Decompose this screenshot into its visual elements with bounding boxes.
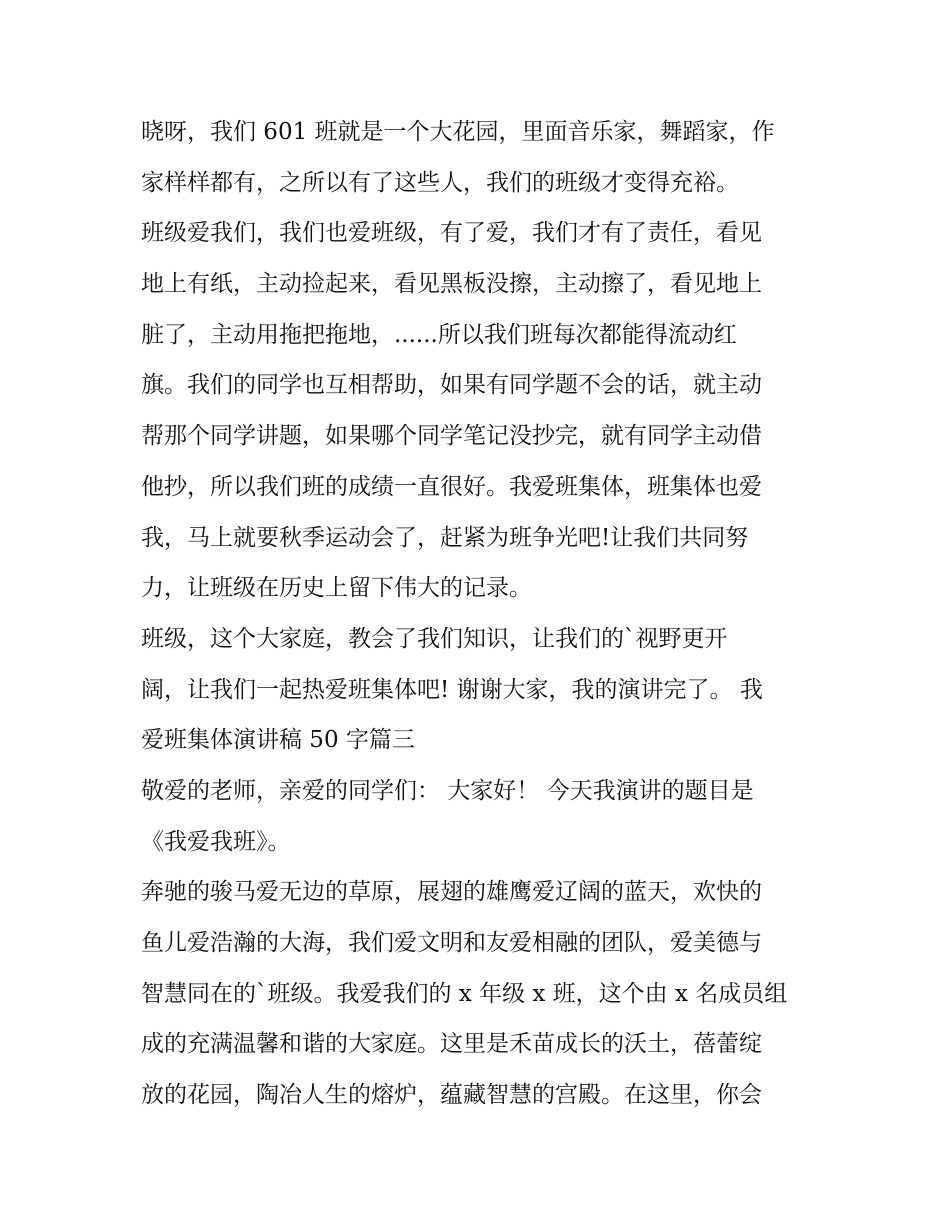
section-heading-line: 爱班集体演讲稿 50 字篇三 xyxy=(141,727,415,754)
text-line: 我，马上就要秋季运动会了，赶紧为班争光吧!让我们共同努 xyxy=(141,524,749,551)
speech-text xyxy=(141,107,821,1121)
text-line: 班级爱我们，我们也爱班级，有了爱，我们才有了责任，看见 xyxy=(141,220,762,247)
text-line: 成的充满温馨和谐的大家庭。这里是禾苗成长的沃土，蓓蕾绽 xyxy=(141,1031,762,1058)
text-line: 阔，让我们一起热爱班集体吧! 谢谢大家，我的演讲完了。 我 xyxy=(141,676,763,703)
text-line: 鱼儿爱浩瀚的大海，我们爱文明和友爱相融的团队，爱美德与 xyxy=(141,930,762,956)
text-line: 力，让班级在历史上留下伟大的记录。 xyxy=(141,575,532,602)
text-line: 他抄，所以我们班的成绩一直很好。我爱班集体，班集体也爱 xyxy=(141,473,762,500)
text-line: 班级，这个大家庭，教会了我们知识，让我们的`视野更开 xyxy=(141,625,728,652)
text-line: 家样样都有，之所以有了这些人，我们的班级才变得充裕。 xyxy=(141,169,739,196)
text-line: 智慧同在的`班级。我爱我们的 x 年级 x 班，这个由 x 名成员组 xyxy=(141,980,788,1007)
text-line: 奔驰的骏马爱无边的草原，展翅的雄鹰爱辽阔的蓝天，欢快的 xyxy=(141,879,762,906)
text-line: 地上有纸，主动捡起来，看见黑板没擦，主动擦了，看见地上 xyxy=(141,271,762,298)
text-line: 帮那个同学讲题，如果哪个同学笔记没抄完，就有同学主动借 xyxy=(141,423,762,450)
text-line: 脏了，主动用拖把拖地，......所以我们班每次都能得流动红 xyxy=(141,321,737,348)
text-line: 敬爱的老师，亲爱的同学们： 大家好！ 今天我演讲的题目是 xyxy=(141,777,754,804)
text-line: 《我爱我班》。 xyxy=(141,828,291,855)
text-line: 放的花园，陶冶人生的熔炉，蕴藏智慧的宫殿。在这里，你会 xyxy=(141,1082,762,1109)
text-line: 旗。我们的同学也互相帮助，如果有同学题不会的话，就主动 xyxy=(141,372,762,399)
text-line: 晓呀，我们 601 班就是一个大花园，里面音乐家，舞蹈家，作 xyxy=(141,119,775,145)
